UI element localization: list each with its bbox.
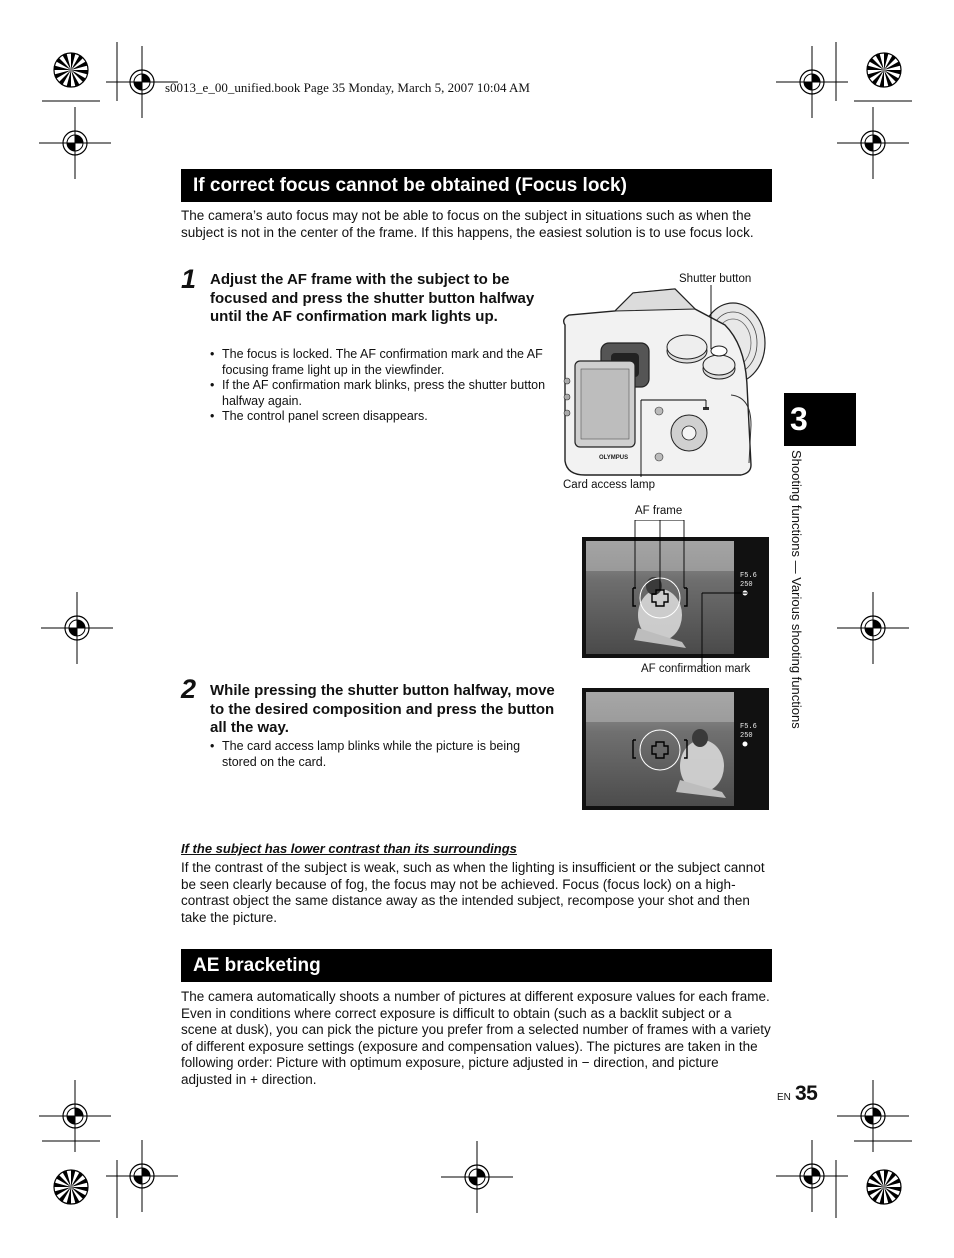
step-1-bullet: • The focus is locked. The AF confirmation mark and the AF focusing frame light up in the viewfinder.: [210, 347, 555, 378]
viewfinder-shutter-readout: 250: [740, 732, 753, 740]
step-2-bullets: [210, 739, 555, 770]
section-title-ae-bracketing: AE bracketing: [181, 949, 772, 982]
viewfinder-image-recomposed: [582, 688, 772, 812]
step-2-number: 2: [181, 674, 197, 704]
step-2-title: While pressing the shutter button halfway, move to the desired composition and press the button all the way.: [210, 682, 555, 737]
page-number: 35: [795, 1082, 818, 1105]
step-2-bullet: • The card access lamp blinks while the picture is being stored on the card.: [210, 739, 555, 770]
print-header: s0013_e_00_unified.book Page 35 Monday, March 5, 2007 10:04 AM: [165, 80, 530, 95]
viewfinder-shutter-readout: 250: [740, 581, 753, 589]
label-shutter-button: Shutter button: [679, 273, 752, 285]
focus-lock-intro: The camera’s auto focus may not be able to focus on the subject in situations such as when the subject is not in the center of the frame. If this happens, the easiest solution is to use focus lock.: [181, 208, 754, 240]
label-af-frame: AF frame: [635, 505, 683, 517]
chapter-side-label: Shooting functions — Various shooting functions: [789, 450, 804, 729]
section-title-focus-lock: If correct focus cannot be obtained (Focus lock): [181, 169, 772, 202]
page-language: EN: [777, 1092, 791, 1103]
af-confirmation-mark-icon: [743, 742, 748, 747]
chapter-tab: 3: [784, 393, 856, 446]
step-1-bullet: • The control panel screen disappears.: [210, 409, 555, 425]
step-1-number: 1: [181, 264, 197, 294]
step-1-bullets: [210, 347, 555, 425]
label-af-confirmation-mark: AF confirmation mark: [641, 663, 751, 675]
step-1-bullet: • If the AF confirmation mark blinks, press the shutter button halfway again.: [210, 378, 555, 409]
ae-bracketing-text: The camera automatically shoots a number of pictures at different exposure values for each frame. Even in conditions where correct exposure is difficult to obtain (such as a backlit subject or a scene at dusk), you can pick the picture you prefer from a selected number of frames with a variety of different exposure settings (exposure and compensation values). The pictures are taken in the following order: Picture with optimum exposure, picture adjusted in − direction, and picture adjusted in + direction.: [181, 989, 771, 1087]
camera-back-illustration: [555, 285, 770, 480]
viewfinder-image-focus-locked: [582, 520, 772, 680]
low-contrast-heading: If the subject has lower contrast than its surroundings: [181, 841, 517, 856]
label-card-access-lamp: Card access lamp: [563, 479, 656, 491]
step-1-title: Adjust the AF frame with the subject to be focused and press the shutter button halfway until the AF confirmation mark lights up.: [210, 271, 535, 326]
camera-brand-text: OLYMPUS: [599, 455, 629, 461]
viewfinder-aperture-readout: F5.6: [740, 723, 757, 731]
viewfinder-aperture-readout: F5.6: [740, 572, 757, 580]
low-contrast-text: If the contrast of the subject is weak, such as when the lighting is insufficient or the subject cannot be seen clearly because of fog, the focus may not be achieved. Focus (focus lock) on a high-contrast object the same distance away as the intended subject, recompose your shot and then take the picture.: [181, 860, 765, 925]
